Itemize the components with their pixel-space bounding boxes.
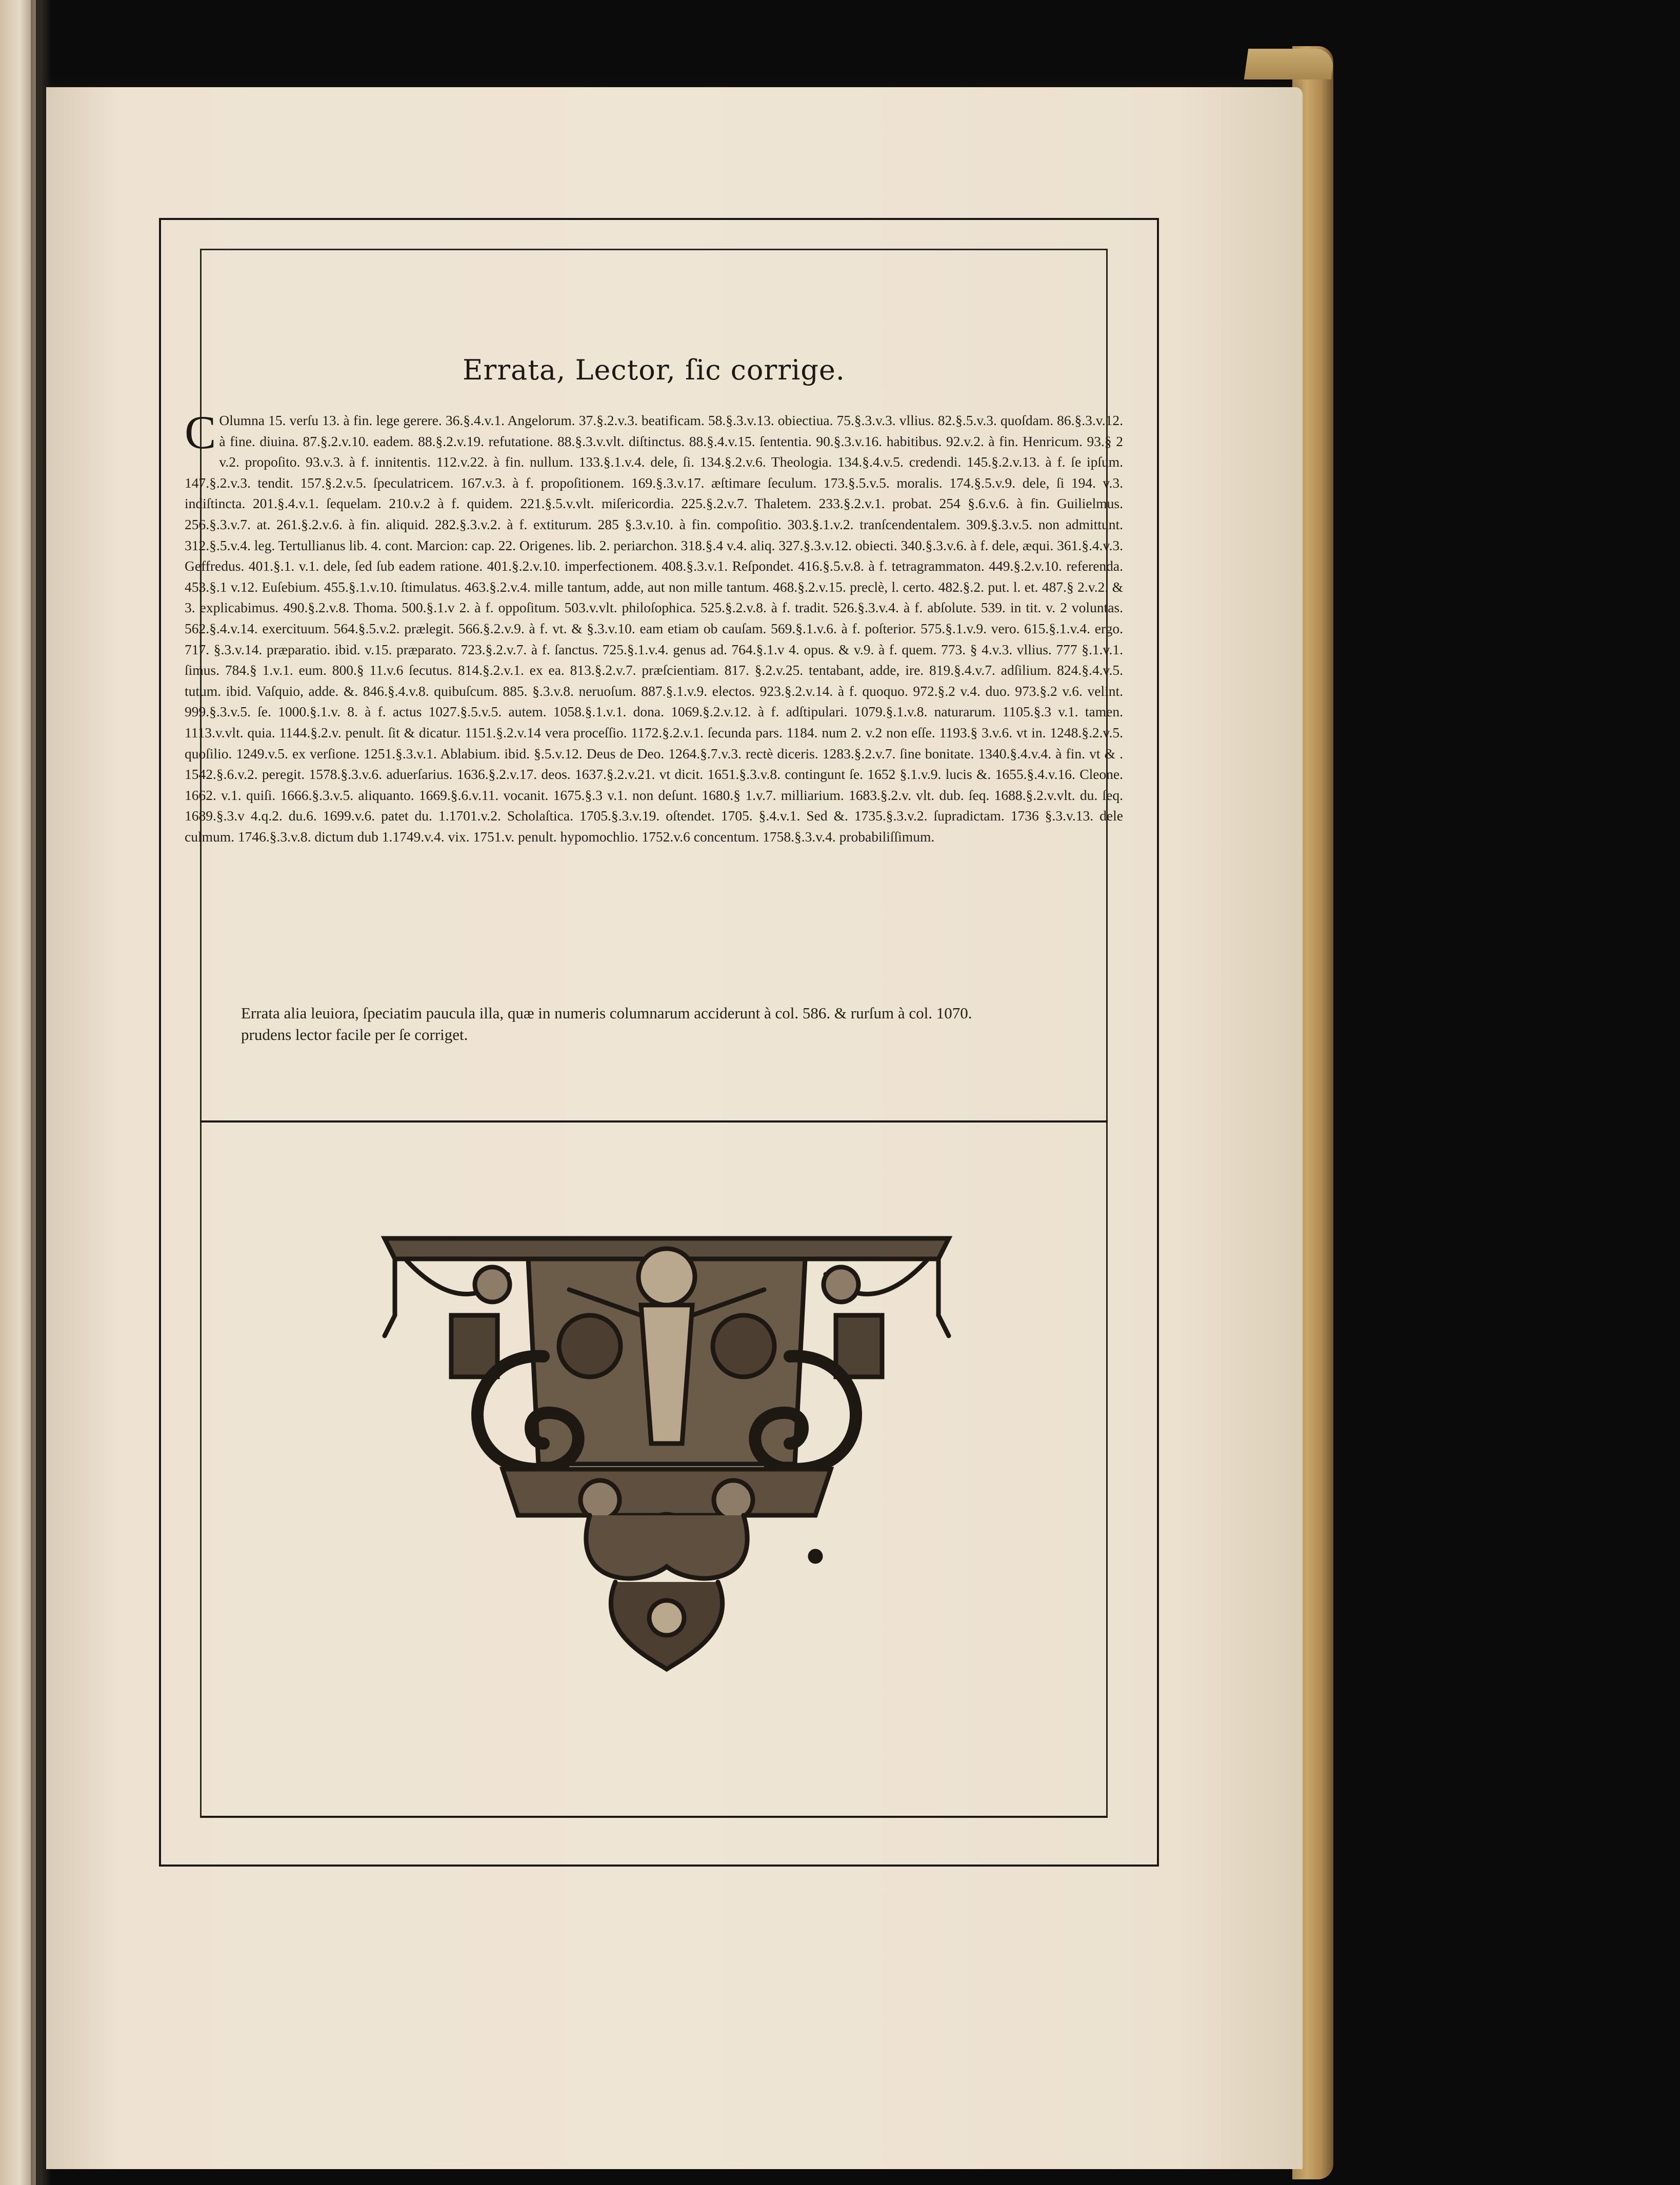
drop-cap: C: [185, 406, 216, 458]
middle-rule: [200, 1120, 1108, 1122]
woodcut-ornament-icon: [374, 1228, 959, 1679]
errata-heading: Errata, Lector, ſic corrige.: [463, 354, 845, 386]
errata-note: [241, 1003, 1123, 1046]
binding-corner: [1244, 49, 1335, 79]
errata-note-line-2: prudens lector facile per ſe corriget.: [241, 1026, 468, 1044]
errata-list: [185, 406, 1123, 847]
errata-text: Olumna 15. verſu 13. à fin. lege gerere. 36.§.4.v.1. Angelorum. 37.§.2.v.3. beatificam. 58.§.3.v.13. obiectiua. 75.§.3.v.3. vllius. 82.§.5.v.3. quoſdam. 86.§.3.v.12. à fine. diuina. 87.§.2.v.10. eadem. 88.§.2.v.19. refutatione. 88.§.3.v.vlt. diſtinctus. 88.§.4.v.15. ſententia. 90.§.3.v.16. habitibus. 92.v.2. à fin. Henricum. 93.§ 2 v.2. propoſito. 93.v.3. à f. innitentis. 112.v.22. à fin. nullum. 133.§.1.v.4. dele, ſi. 134.§.2.v.6. Theologia. 134.§.4.v.5. credendi. 145.§.2.v.13. à f. ſe ipſum. 147.§.2.v.3. tendit. 157.§.2.v.5. ſpeculatricem. 167.v.3. à f. propoſitionem. 169.§.3.v.17. æſtimare ſeculum. 173.§.5.v.5. moralis. 174.§.5.v.9. dele, ſi 194. v.3. indiſtincta. 201.§.4.v.1. ſequelam. 210.v.2 à f. quidem. 221.§.5.v.vlt. miſericordia. 225.§.2.v.7. Thaletem. 233.§.2.v.1. probat. 254 §.6.v.6. à fin. Guilielmus. 256.§.3.v.7. at. 261.§.2.v.6. à fin. aliquid. 282.§.3.v.2. à f. extiturum. 285 §.3.v.10. à fin. compoſitio. 303.§.1.v.2. tranſcendentalem. 309.§.3.v.5. non admittunt. 312.§.5.v.4. leg. Tertullianus lib. 4. cont. Marcion: cap. 22. Origenes. lib. 2. periarchon. 318.§.4 v.4. aliq. 327.§.3.v.12. obiecti. 340.§.3.v.6. à f. dele, æqui. 361.§.4.v.3. Geffredus. 401.§.1. v.1. dele, ſed ſub eadem ratione. 401.§.2.v.10. imperfectionem. 408.§.3.v.1. Reſpondet. 416.§.5.v.8. à f. tetragrammaton. 449.§.2.v.10. referenda. 453.§.1 v.12. Euſebium. 455.§.1.v.10. ſtimulatus. 463.§.2.v.4. mille tantum, adde, aut non mille tantum. 468.§.2.v.15. preclè, l. certo. 482.§.2. put. l. et. 487.§ 2.v.2. & 3. explicabimus. 490.§.2.v.8. Thoma. 500.§.1.v 2. à f. oppoſitum. 503.v.vlt. philoſophica. 525.§.2.v.8. à f. tradit. 526.§.3.v.4. à f. abſolute. 539. in tit. v. 2 voluntas. 562.§.4.v.14. exercituum. 564.§.5.v.2. prælegit. 566.§.2.v.9. à f. vt. & §.3.v.10. eam etiam ob cauſam. 569.§.1.v.6. à f. poſterior. 575.§.1.v.9. vero. 615.§.1.v.4. ergo. 717. §.3.v.14. præparatio. ibid. v.15. præparato. 723.§.2.v.7. à f. ſanctus. 725.§.1.v.4. genus ad. 764.§.1.v 4. opus. & v.9. à f. quem. 773. § 4.v.3. vllius. 777 §.1.v.1. ſimus. 784.§ 1.v.1. eum. 800.§ 11.v.6 ſecutus. 814.§.2.v.1. ex ea. 813.§.2.v.7. præſcientiam. 817. §.2.v.25. tentabant, adde, ire. 819.§.4.v.7. adſilium. 824.§.4.v.5. tutum. ibid. Vaſquio, adde. &. 846.§.4.v.8. quibuſcum. 885. §.3.v.8. neruoſum. 887.§.1.v.9. electos. 923.§.2.v.14. à f. quoquo. 972.§.2 v.4. duo. 973.§.2 v.6. velint. 999.§.3.v.5. ſe. 1000.§.1.v. 8. à f. actus 1027.§.5.v.5. autem. 1058.§.1.v.1. dona. 1069.§.2.v.12. à f. adſtipulari. 1079.§.1.v.8. naturarum. 1105.§.3 v.1. tamen. 1113.v.vlt. quia. 1144.§.2.v. penult. ſit & dicatur. 1151.§.2.v.14 vera proceſſio. 1172.§.2.v.1. ſecunda pars. 1184. num 2. v.2 non eſſe. 1193.§ 3.v.6. vt in. 1248.§.2.v.5. quoſilio. 1249.v.5. ex verſione. 1251.§.3.v.1. Ablabium. ibid. §.5.v.12. Deus de Deo. 1264.§.7.v.3. rectè diceris. 1283.§.2.v.7. ſine bonitate. 1340.§.4.v.4. à fin. vt & . 1542.§.6.v.2. peregit. 1578.§.3.v.6. aduerſarius. 1636.§.2.v.17. deos. 1637.§.2.v.21. vt dicit. 1651.§.3.v.8. contingunt ſe. 1652 §.1.v.9. lucis &. 1655.§.4.v.16. Cleone. 1662. v.1. quiſi. 1666.§.3.v.5. aliquanto. 1669.§.6.v.11. vocanit. 1675.§.3 v.1. non deſunt. 1680.§ 1.v.7. milliarium. 1683.§.2.v. vlt. dub. ſeq. 1688.§.2.v.vlt. du. ſeq. 1689.§.3.v 4.q.2. du.6. 1699.v.6. patet du. 1.1701.v.2. Scholaſtica. 1705.§.3.v.19. oſtendet. 1705. §.4.v.1. Sed &. 1735.§.3.v.2. ſupradictam. 1736 §.3.v.13. dele culmum. 1746.§.3.v.8. dictum dub 1.1749.v.4. vix. 1751.v. penult. hypomochlio. 1752.v.6 concentum. 1758.§.3.v.4. probabiliſſimum.: [185, 412, 1123, 845]
errata-note-line-1: Errata alia leuiora, ſpeciatim paucula illa, quæ in numeris columnarum acciderunt à col. 586. & rurſum à col. 1070.: [241, 1004, 972, 1022]
top-rule: [200, 249, 1108, 250]
